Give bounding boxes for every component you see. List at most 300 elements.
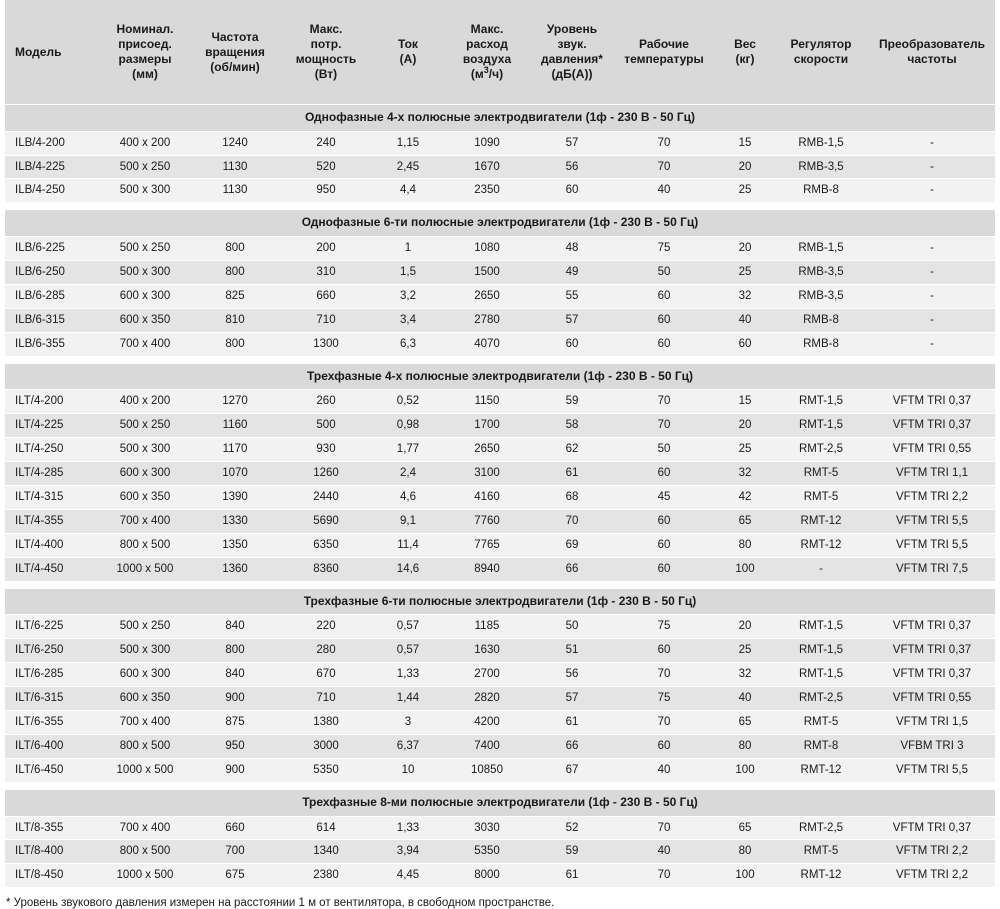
cell-current: 1,33 <box>375 663 441 687</box>
table-row[interactable] <box>5 509 995 533</box>
cell-weight: 42 <box>717 486 773 510</box>
table-row[interactable] <box>5 687 995 711</box>
cell-freq: VFBM TRI 3 <box>869 735 995 759</box>
cell-rpm: 1070 <box>193 462 277 486</box>
cell-freq: - <box>869 179 995 203</box>
cell-reg: RMT-1,5 <box>773 639 869 663</box>
cell-reg: RMT-8 <box>773 735 869 759</box>
superscript-3: 3 <box>483 65 489 75</box>
cell-freq: - <box>869 260 995 284</box>
cell-current: 6,37 <box>375 735 441 759</box>
cell-dim: 800 x 500 <box>97 533 193 557</box>
cell-freq: VFTM TRI 0,37 <box>869 639 995 663</box>
cell-rpm: 800 <box>193 260 277 284</box>
cell-reg: RMT-1,5 <box>773 615 869 639</box>
cell-freq: VFTM TRI 1,5 <box>869 711 995 735</box>
cell-noise: 48 <box>533 237 611 261</box>
cell-noise: 61 <box>533 711 611 735</box>
table-row[interactable] <box>5 840 995 864</box>
cell-power: 710 <box>277 687 375 711</box>
cell-flow: 1150 <box>441 390 533 414</box>
cell-model: ILT/4-315 <box>5 486 97 510</box>
table-row[interactable] <box>5 462 995 486</box>
cell-flow: 1080 <box>441 237 533 261</box>
cell-temp: 60 <box>611 462 717 486</box>
cell-reg: - <box>773 557 869 581</box>
cell-noise: 69 <box>533 533 611 557</box>
table-row[interactable] <box>5 414 995 438</box>
cell-reg: RMB-8 <box>773 179 869 203</box>
cell-flow: 3030 <box>441 816 533 840</box>
cell-noise: 61 <box>533 462 611 486</box>
cell-dim: 400 x 200 <box>97 131 193 155</box>
spacer-cell <box>5 203 995 211</box>
cell-rpm: 1160 <box>193 414 277 438</box>
cell-rpm: 810 <box>193 308 277 332</box>
cell-current: 1,44 <box>375 687 441 711</box>
cell-reg: RMB-3,5 <box>773 260 869 284</box>
cell-power: 660 <box>277 284 375 308</box>
cell-dim: 700 x 400 <box>97 816 193 840</box>
cell-power: 240 <box>277 131 375 155</box>
table-row[interactable] <box>5 260 995 284</box>
cell-dim: 500 x 250 <box>97 414 193 438</box>
cell-power: 5350 <box>277 759 375 783</box>
cell-weight: 25 <box>717 260 773 284</box>
cell-weight: 32 <box>717 462 773 486</box>
cell-freq: - <box>869 131 995 155</box>
cell-model: ILT/6-225 <box>5 615 97 639</box>
cell-flow: 1630 <box>441 639 533 663</box>
cell-dim: 500 x 300 <box>97 179 193 203</box>
cell-flow: 3100 <box>441 462 533 486</box>
cell-weight: 40 <box>717 308 773 332</box>
cell-model: ILT/4-225 <box>5 414 97 438</box>
cell-flow: 1500 <box>441 260 533 284</box>
cell-rpm: 1170 <box>193 438 277 462</box>
cell-temp: 60 <box>611 735 717 759</box>
cell-model: ILT/4-450 <box>5 557 97 581</box>
cell-power: 8360 <box>277 557 375 581</box>
cell-freq: - <box>869 332 995 356</box>
column-header-model: Модель <box>5 0 97 105</box>
section-title: Трехфазные 6-ти полюсные электродвигатели (1ф - 230 В - 50 Гц) <box>5 589 995 615</box>
spacer-cell <box>5 581 995 589</box>
cell-temp: 70 <box>611 414 717 438</box>
cell-temp: 60 <box>611 533 717 557</box>
cell-freq: VFTM TRI 1,1 <box>869 462 995 486</box>
cell-model: ILB/6-225 <box>5 237 97 261</box>
cell-flow: 4160 <box>441 486 533 510</box>
cell-model: ILT/6-355 <box>5 711 97 735</box>
cell-temp: 75 <box>611 237 717 261</box>
cell-temp: 60 <box>611 639 717 663</box>
cell-weight: 15 <box>717 131 773 155</box>
cell-dim: 500 x 300 <box>97 260 193 284</box>
cell-freq: - <box>869 308 995 332</box>
cell-weight: 20 <box>717 414 773 438</box>
cell-flow: 8940 <box>441 557 533 581</box>
cell-power: 310 <box>277 260 375 284</box>
table-row[interactable] <box>5 639 995 663</box>
cell-power: 6350 <box>277 533 375 557</box>
cell-flow: 2650 <box>441 284 533 308</box>
cell-weight: 80 <box>717 840 773 864</box>
cell-rpm: 660 <box>193 816 277 840</box>
table-row[interactable] <box>5 284 995 308</box>
cell-dim: 1000 x 500 <box>97 557 193 581</box>
cell-current: 1,77 <box>375 438 441 462</box>
cell-freq: VFTM TRI 2,2 <box>869 864 995 888</box>
cell-power: 614 <box>277 816 375 840</box>
table-row[interactable] <box>5 438 995 462</box>
cell-temp: 70 <box>611 864 717 888</box>
cell-weight: 25 <box>717 179 773 203</box>
cell-power: 3000 <box>277 735 375 759</box>
section-header-row <box>5 589 995 615</box>
cell-current: 9,1 <box>375 509 441 533</box>
cell-current: 3 <box>375 711 441 735</box>
cell-rpm: 1350 <box>193 533 277 557</box>
cell-flow: 7765 <box>441 533 533 557</box>
cell-dim: 500 x 250 <box>97 155 193 179</box>
cell-model: ILT/6-285 <box>5 663 97 687</box>
cell-temp: 45 <box>611 486 717 510</box>
table-row[interactable] <box>5 711 995 735</box>
cell-model: ILT/6-315 <box>5 687 97 711</box>
cell-model: ILT/8-400 <box>5 840 97 864</box>
spacer-cell <box>5 782 995 790</box>
column-header-rpm: Частота вращения (об/мин) <box>193 0 277 105</box>
cell-flow: 7400 <box>441 735 533 759</box>
cell-power: 200 <box>277 237 375 261</box>
cell-flow: 7760 <box>441 509 533 533</box>
cell-reg: RMT-1,5 <box>773 663 869 687</box>
cell-model: ILT/4-250 <box>5 438 97 462</box>
cell-noise: 66 <box>533 735 611 759</box>
cell-current: 4,6 <box>375 486 441 510</box>
cell-rpm: 840 <box>193 615 277 639</box>
cell-reg: RMT-12 <box>773 533 869 557</box>
cell-freq: - <box>869 155 995 179</box>
cell-temp: 40 <box>611 759 717 783</box>
cell-dim: 600 x 300 <box>97 284 193 308</box>
cell-flow: 1185 <box>441 615 533 639</box>
table-row[interactable] <box>5 131 995 155</box>
section-spacer <box>5 203 995 211</box>
cell-weight: 20 <box>717 615 773 639</box>
table-row[interactable] <box>5 390 995 414</box>
cell-power: 1340 <box>277 840 375 864</box>
cell-power: 1380 <box>277 711 375 735</box>
cell-current: 0,52 <box>375 390 441 414</box>
table-row[interactable] <box>5 486 995 510</box>
cell-power: 220 <box>277 615 375 639</box>
cell-weight: 32 <box>717 284 773 308</box>
cell-flow: 1670 <box>441 155 533 179</box>
cell-noise: 52 <box>533 816 611 840</box>
section-title: Однофазные 6-ти полюсные электродвигатели (1ф - 230 В - 50 Гц) <box>5 210 995 236</box>
cell-weight: 60 <box>717 332 773 356</box>
cell-noise: 57 <box>533 131 611 155</box>
cell-temp: 75 <box>611 687 717 711</box>
section-spacer <box>5 356 995 364</box>
cell-reg: RMT-12 <box>773 509 869 533</box>
cell-flow: 4200 <box>441 711 533 735</box>
cell-current: 11,4 <box>375 533 441 557</box>
section-title: Однофазные 4-х полюсные электродвигатели (1ф - 230 В - 50 Гц) <box>5 105 995 132</box>
cell-weight: 100 <box>717 759 773 783</box>
table-row[interactable] <box>5 308 995 332</box>
table-row[interactable] <box>5 155 995 179</box>
table-row[interactable] <box>5 615 995 639</box>
cell-rpm: 700 <box>193 840 277 864</box>
cell-temp: 60 <box>611 332 717 356</box>
cell-noise: 56 <box>533 663 611 687</box>
cell-noise: 56 <box>533 155 611 179</box>
cell-rpm: 800 <box>193 639 277 663</box>
column-header-power: Макс. потр. мощность (Вт) <box>277 0 375 105</box>
cell-power: 5690 <box>277 509 375 533</box>
section-header-row <box>5 790 995 816</box>
cell-weight: 65 <box>717 509 773 533</box>
cell-current: 1,33 <box>375 816 441 840</box>
cell-model: ILB/6-355 <box>5 332 97 356</box>
cell-temp: 50 <box>611 260 717 284</box>
cell-dim: 800 x 500 <box>97 840 193 864</box>
table-row[interactable] <box>5 864 995 888</box>
cell-power: 1300 <box>277 332 375 356</box>
cell-flow: 2650 <box>441 438 533 462</box>
cell-rpm: 900 <box>193 759 277 783</box>
cell-current: 0,57 <box>375 615 441 639</box>
cell-freq: VFTM TRI 2,2 <box>869 840 995 864</box>
cell-dim: 600 x 350 <box>97 486 193 510</box>
cell-weight: 80 <box>717 533 773 557</box>
cell-rpm: 1270 <box>193 390 277 414</box>
cell-model: ILT/4-400 <box>5 533 97 557</box>
cell-freq: VFTM TRI 5,5 <box>869 759 995 783</box>
cell-current: 3,4 <box>375 308 441 332</box>
cell-dim: 500 x 300 <box>97 438 193 462</box>
cell-temp: 70 <box>611 131 717 155</box>
cell-temp: 70 <box>611 390 717 414</box>
cell-reg: RMB-1,5 <box>773 237 869 261</box>
cell-power: 1260 <box>277 462 375 486</box>
column-header-current: Ток (А) <box>375 0 441 105</box>
cell-flow: 10850 <box>441 759 533 783</box>
cell-dim: 1000 x 500 <box>97 759 193 783</box>
cell-reg: RMT-5 <box>773 486 869 510</box>
cell-freq: VFTM TRI 5,5 <box>869 509 995 533</box>
cell-freq: VFTM TRI 0,37 <box>869 414 995 438</box>
cell-rpm: 1130 <box>193 179 277 203</box>
column-header-dim: Номинал. присоед. размеры (мм) <box>97 0 193 105</box>
cell-noise: 66 <box>533 557 611 581</box>
table-row[interactable] <box>5 179 995 203</box>
cell-power: 930 <box>277 438 375 462</box>
cell-freq: VFTM TRI 0,55 <box>869 438 995 462</box>
cell-temp: 40 <box>611 179 717 203</box>
cell-noise: 59 <box>533 390 611 414</box>
cell-weight: 15 <box>717 390 773 414</box>
table-row[interactable] <box>5 533 995 557</box>
cell-reg: RMB-3,5 <box>773 284 869 308</box>
cell-noise: 60 <box>533 332 611 356</box>
cell-weight: 20 <box>717 237 773 261</box>
cell-rpm: 1360 <box>193 557 277 581</box>
cell-model: ILB/4-250 <box>5 179 97 203</box>
cell-freq: VFTM TRI 7,5 <box>869 557 995 581</box>
table-row[interactable] <box>5 759 995 783</box>
cell-rpm: 1330 <box>193 509 277 533</box>
cell-model: ILB/6-285 <box>5 284 97 308</box>
cell-power: 950 <box>277 179 375 203</box>
table-row[interactable] <box>5 735 995 759</box>
cell-dim: 800 x 500 <box>97 735 193 759</box>
footnote: * Уровень звукового давления измерен на расстоянии 1 м от вентилятора, в свободном пространстве. <box>6 897 555 909</box>
cell-model: ILT/8-355 <box>5 816 97 840</box>
cell-flow: 1700 <box>441 414 533 438</box>
cell-current: 0,98 <box>375 414 441 438</box>
cell-model: ILB/6-250 <box>5 260 97 284</box>
cell-model: ILB/4-225 <box>5 155 97 179</box>
cell-power: 710 <box>277 308 375 332</box>
cell-noise: 55 <box>533 284 611 308</box>
cell-current: 6,3 <box>375 332 441 356</box>
cell-freq: VFTM TRI 0,37 <box>869 390 995 414</box>
cell-noise: 60 <box>533 179 611 203</box>
cell-power: 520 <box>277 155 375 179</box>
cell-weight: 65 <box>717 711 773 735</box>
cell-current: 14,6 <box>375 557 441 581</box>
cell-weight: 25 <box>717 639 773 663</box>
cell-dim: 700 x 400 <box>97 332 193 356</box>
cell-noise: 50 <box>533 615 611 639</box>
column-header-weight: Вес (кг) <box>717 0 773 105</box>
cell-current: 10 <box>375 759 441 783</box>
cell-rpm: 950 <box>193 735 277 759</box>
cell-reg: RMB-8 <box>773 332 869 356</box>
column-header-reg: Регулятор скорости <box>773 0 869 105</box>
cell-current: 4,45 <box>375 864 441 888</box>
cell-reg: RMB-3,5 <box>773 155 869 179</box>
cell-freq: - <box>869 284 995 308</box>
table-body <box>5 105 995 888</box>
cell-weight: 100 <box>717 557 773 581</box>
table-row[interactable] <box>5 332 995 356</box>
section-header-row <box>5 364 995 390</box>
table-row[interactable] <box>5 237 995 261</box>
cell-dim: 600 x 300 <box>97 462 193 486</box>
cell-rpm: 875 <box>193 711 277 735</box>
cell-freq: VFTM TRI 2,2 <box>869 486 995 510</box>
cell-reg: RMT-5 <box>773 840 869 864</box>
cell-rpm: 800 <box>193 237 277 261</box>
table-row[interactable] <box>5 816 995 840</box>
cell-dim: 500 x 300 <box>97 639 193 663</box>
cell-freq: VFTM TRI 0,37 <box>869 615 995 639</box>
cell-flow: 2700 <box>441 663 533 687</box>
cell-reg: RMT-2,5 <box>773 687 869 711</box>
header-row <box>5 0 995 105</box>
cell-noise: 51 <box>533 639 611 663</box>
cell-power: 260 <box>277 390 375 414</box>
cell-model: ILT/8-450 <box>5 864 97 888</box>
specifications-table <box>5 0 995 888</box>
section-title: Трехфазные 8-ми полюсные электродвигатели (1ф - 230 В - 50 Гц) <box>5 790 995 816</box>
cell-current: 1,15 <box>375 131 441 155</box>
cell-temp: 75 <box>611 615 717 639</box>
cell-weight: 20 <box>717 155 773 179</box>
cell-model: ILB/4-200 <box>5 131 97 155</box>
cell-noise: 62 <box>533 438 611 462</box>
cell-power: 500 <box>277 414 375 438</box>
column-header-noise: Уровень звук. давления* (дБ(А)) <box>533 0 611 105</box>
cell-dim: 500 x 250 <box>97 615 193 639</box>
cell-weight: 80 <box>717 735 773 759</box>
cell-noise: 67 <box>533 759 611 783</box>
cell-power: 2440 <box>277 486 375 510</box>
cell-noise: 49 <box>533 260 611 284</box>
cell-reg: RMT-1,5 <box>773 390 869 414</box>
cell-model: ILB/6-315 <box>5 308 97 332</box>
cell-noise: 57 <box>533 308 611 332</box>
cell-dim: 700 x 400 <box>97 711 193 735</box>
cell-weight: 25 <box>717 438 773 462</box>
cell-temp: 60 <box>611 557 717 581</box>
cell-flow: 2780 <box>441 308 533 332</box>
cell-dim: 400 x 200 <box>97 390 193 414</box>
cell-rpm: 1240 <box>193 131 277 155</box>
cell-model: ILT/4-200 <box>5 390 97 414</box>
cell-weight: 100 <box>717 864 773 888</box>
cell-temp: 60 <box>611 509 717 533</box>
cell-model: ILT/6-450 <box>5 759 97 783</box>
cell-reg: RMB-1,5 <box>773 131 869 155</box>
cell-flow: 2820 <box>441 687 533 711</box>
cell-temp: 60 <box>611 284 717 308</box>
section-spacer <box>5 581 995 589</box>
cell-model: ILT/4-285 <box>5 462 97 486</box>
cell-current: 1 <box>375 237 441 261</box>
column-header-flow: Макс. расход воздуха $(м^3/ч)$ <box>441 0 533 105</box>
cell-power: 670 <box>277 663 375 687</box>
column-header-temp: Рабочие температуры <box>611 0 717 105</box>
cell-rpm: 1130 <box>193 155 277 179</box>
cell-temp: 70 <box>611 816 717 840</box>
cell-reg: RMT-2,5 <box>773 816 869 840</box>
cell-power: 280 <box>277 639 375 663</box>
cell-temp: 50 <box>611 438 717 462</box>
cell-rpm: 675 <box>193 864 277 888</box>
table-row[interactable] <box>5 557 995 581</box>
cell-reg: RMT-5 <box>773 711 869 735</box>
section-title: Трехфазные 4-х полюсные электродвигатели (1ф - 230 В - 50 Гц) <box>5 364 995 390</box>
cell-freq: VFTM TRI 0,55 <box>869 687 995 711</box>
cell-dim: 600 x 300 <box>97 663 193 687</box>
cell-noise: 59 <box>533 840 611 864</box>
cell-rpm: 1390 <box>193 486 277 510</box>
cell-temp: 40 <box>611 840 717 864</box>
cell-freq: VFTM TRI 0,37 <box>869 816 995 840</box>
cell-reg: RMT-1,5 <box>773 414 869 438</box>
cell-rpm: 825 <box>193 284 277 308</box>
cell-rpm: 900 <box>193 687 277 711</box>
cell-model: ILT/6-400 <box>5 735 97 759</box>
cell-reg: RMT-12 <box>773 864 869 888</box>
table-row[interactable] <box>5 663 995 687</box>
